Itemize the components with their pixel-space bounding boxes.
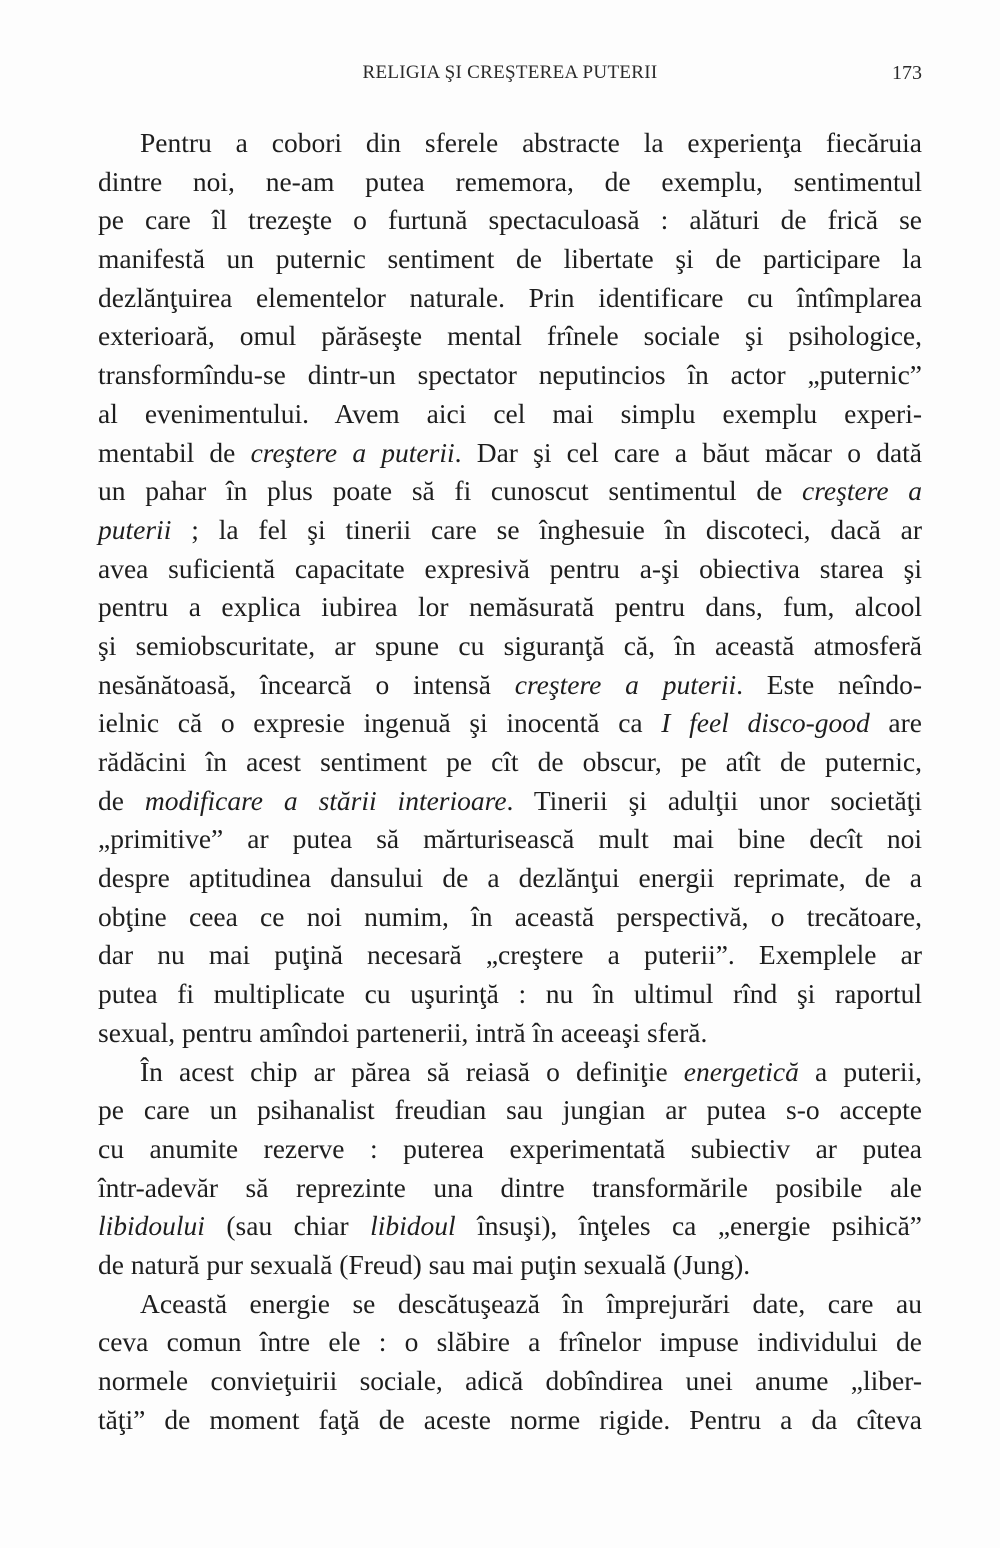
text-run: cu anumite rezerve : puterea experimentată subiectiv ar putea xyxy=(98,1132,922,1164)
text-run: şi semiobscuritate, ar spune cu siguranţă că, în această atmosferă xyxy=(98,629,922,661)
text-run: despre aptitudinea dansului de a dezlănţui energii reprimate, de a xyxy=(98,862,922,894)
paragraph xyxy=(98,1285,922,1440)
italic-phrase: creştere a xyxy=(802,475,923,507)
text-run: pentru a explica iubirea lor nemăsurată pentru dans, fum, alcool xyxy=(98,591,922,623)
text-line xyxy=(98,1362,922,1401)
text-run: al evenimentului. Avem aici cel mai simplu exemplu experi- xyxy=(98,397,922,429)
text-run: rădăcini în acest sentiment pe cît de obscur, pe atît de puternic, xyxy=(98,746,922,777)
text-run: În acest chip ar părea să reiasă o definiţie xyxy=(140,1055,684,1087)
text-run: dezlănţuirea elementelor naturale. Prin identificare cu întîmplarea xyxy=(98,281,922,313)
text-line xyxy=(98,1401,922,1440)
text-run: a puterii, xyxy=(798,1055,922,1087)
text-line xyxy=(98,163,922,202)
text-run: obţine ceea ce noi numim, în această perspectivă, o trecătoare, xyxy=(98,900,922,932)
text-line xyxy=(98,898,922,937)
text-line xyxy=(98,356,922,395)
text-line xyxy=(98,820,922,859)
body-text xyxy=(98,124,922,1439)
text-run: transformîndu-se dintr-un spectator neputincios în actor „puternic” xyxy=(98,359,922,391)
text-line xyxy=(98,859,922,898)
text-line xyxy=(98,1285,922,1324)
text-line xyxy=(98,1014,922,1053)
text-line xyxy=(98,1207,922,1246)
italic-phrase: energetică xyxy=(683,1055,799,1087)
text-run: Pentru a cobori din sferele abstracte la experienţa fiecăruia xyxy=(140,127,922,158)
text-run: Această energie se descătuşează în împrejurări date, care au xyxy=(140,1287,922,1319)
italic-phrase: I feel disco-good xyxy=(661,707,870,739)
text-line xyxy=(98,201,922,240)
italic-phrase: libidoului xyxy=(98,1210,205,1242)
text-line xyxy=(98,704,922,743)
italic-phrase: modificare a stării interioare xyxy=(144,784,507,816)
text-line xyxy=(98,472,922,511)
text-run: însuşi), înţeles ca „energie psihică” xyxy=(455,1210,923,1242)
text-run: putea fi multiplicate cu uşurinţă : nu în ultimul rînd şi raportul xyxy=(98,978,922,1010)
italic-phrase: creştere a puterii xyxy=(514,668,737,700)
text-line xyxy=(98,240,922,279)
text-run: are xyxy=(869,707,922,739)
text-run: dar nu mai puţină necesară „creştere a puterii”. Exemplele ar xyxy=(98,939,922,971)
text-run: dintre noi, ne-am putea rememora, de exemplu, sentimentul xyxy=(98,165,922,197)
text-line xyxy=(98,317,922,356)
text-line xyxy=(98,550,922,589)
text-line xyxy=(98,1130,922,1169)
text-line xyxy=(98,511,922,550)
text-run: manifestă un puternic sentiment de libertate şi de participare la xyxy=(98,243,922,275)
text-run: . Dar şi cel care a băut măcar o dată xyxy=(454,436,923,468)
italic-phrase: creştere a puterii xyxy=(250,436,455,468)
text-line xyxy=(98,279,922,318)
page-number: 173 xyxy=(892,62,922,84)
text-run: de natură pur sexuală (Freud) sau mai puţin sexuală (Jung). xyxy=(98,1248,751,1280)
text-run: mentabil de xyxy=(98,436,251,468)
text-line xyxy=(98,936,922,975)
italic-phrase: puterii xyxy=(98,513,172,545)
page-header xyxy=(98,62,922,92)
text-run: pe care un psihanalist freudian sau jungian ar putea s-o accepte xyxy=(98,1094,922,1126)
text-line xyxy=(98,1323,922,1362)
text-line xyxy=(98,1091,922,1130)
text-line xyxy=(98,666,922,705)
text-line xyxy=(98,782,922,821)
text-line xyxy=(98,124,922,163)
italic-phrase: libidoul xyxy=(370,1210,456,1242)
text-run: ; la fel şi tinerii care se înghesuie în discoteci, dacă ar xyxy=(171,513,922,545)
text-run: ceva comun între ele : o slăbire a frînelor impuse individului de xyxy=(98,1326,922,1358)
text-run: avea suficientă capacitate expresivă pentru a-şi obiectiva starea şi xyxy=(98,552,922,584)
text-run: . Tinerii şi adulţii unor societăţi xyxy=(506,784,922,816)
text-line xyxy=(98,1053,922,1092)
text-run: „primitive” ar putea să mărturisească mult mai bine decît noi xyxy=(98,823,922,855)
running-title: RELIGIA ŞI CREŞTEREA PUTERII xyxy=(362,62,658,83)
text-line xyxy=(98,627,922,666)
text-run: într-adevăr să reprezinte una dintre transformările posibile ale xyxy=(98,1171,922,1203)
paragraph xyxy=(98,1053,922,1285)
text-run: tăţi” de moment faţă de aceste norme rigide. Pentru a da cîteva xyxy=(98,1403,922,1435)
text-run: nesănătoasă, încearcă o intensă xyxy=(98,668,515,700)
text-line xyxy=(98,975,922,1014)
text-run: exterioară, omul părăseşte mental frînele sociale şi psihologice, xyxy=(98,320,922,352)
text-line xyxy=(98,588,922,627)
text-line xyxy=(98,743,922,782)
text-run: un pahar în plus poate să fi cunoscut sentimentul de xyxy=(98,475,803,507)
text-run: ielnic că o expresie ingenuă şi inocentă ca xyxy=(98,707,662,739)
paragraph xyxy=(98,124,922,1053)
text-run: de xyxy=(98,784,145,816)
text-line xyxy=(98,1169,922,1208)
text-run: normele convieţuirii sociale, adică dobîndirea unei anume „liber- xyxy=(98,1365,922,1396)
text-run: sexual, pentru amîndoi partenerii, intră în aceeaşi sferă. xyxy=(98,1016,708,1048)
text-line xyxy=(98,1246,922,1285)
text-run: pe care îl trezeşte o furtună spectaculoasă : alături de frică se xyxy=(98,204,922,236)
text-line xyxy=(98,434,922,473)
text-line xyxy=(98,395,922,434)
text-run: . Este neîndo- xyxy=(736,668,923,700)
text-run: (sau chiar xyxy=(204,1210,371,1242)
